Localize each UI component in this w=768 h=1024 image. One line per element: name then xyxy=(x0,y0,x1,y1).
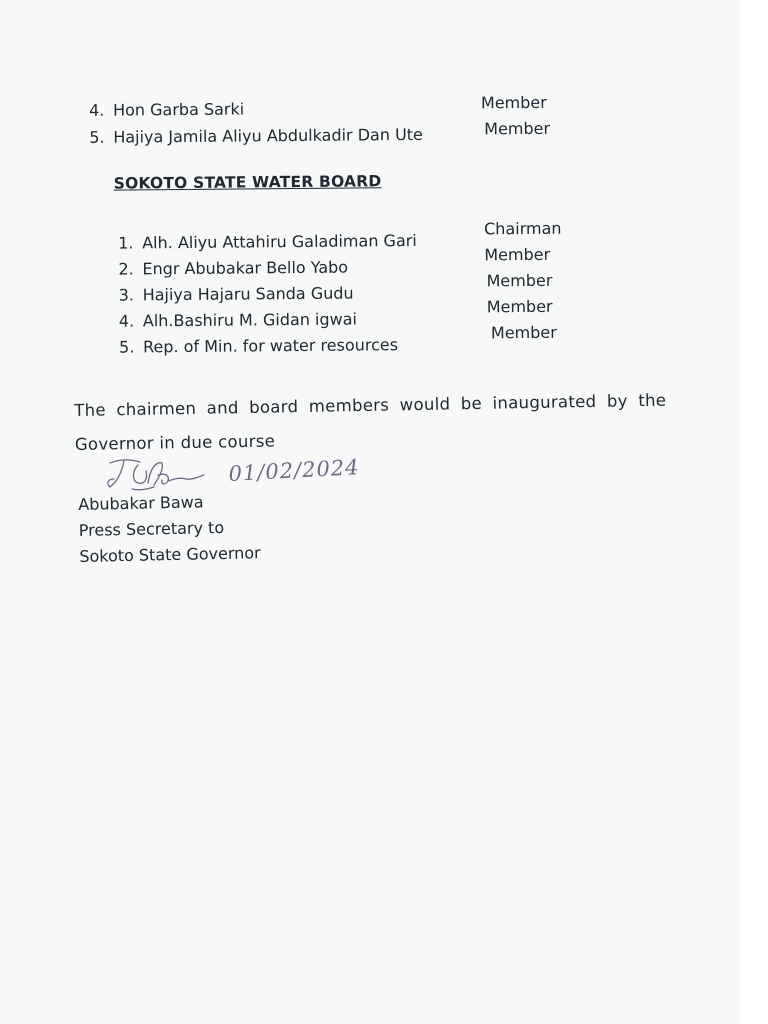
member-name: Hajiya Jamila Aliyu Abdulkadir Dan Ute xyxy=(113,124,423,147)
signatory-title: Press Secretary to xyxy=(78,517,225,540)
member-role: Member xyxy=(484,118,551,139)
member-name: Hon Garba Sarki xyxy=(112,99,245,120)
member-role: Member xyxy=(486,270,553,291)
member-role: Member xyxy=(484,244,551,265)
member-name: Alh. Aliyu Attahiru Galadiman Gari xyxy=(142,230,417,253)
closing-paragraph: The chairmen and board members would be inaugurated by the Governor in due course xyxy=(74,390,667,454)
member-role: Member xyxy=(486,296,553,317)
item-number: 4. xyxy=(88,100,105,120)
signature-date: 01/02/2024 xyxy=(228,455,361,486)
member-role: Member xyxy=(480,92,547,113)
signatory-office: Sokoto State Governor xyxy=(79,543,261,566)
item-number: 5. xyxy=(89,127,105,147)
item-number: 4. xyxy=(118,311,135,331)
member-role: Chairman xyxy=(484,218,562,239)
section-heading: SOKOTO STATE WATER BOARD xyxy=(113,172,382,193)
member-name: Alh.Bashiru M. Gidan igwai xyxy=(142,309,358,331)
member-lists xyxy=(0,0,742,403)
item-number: 1. xyxy=(118,233,134,253)
member-name: Rep. of Min. for water resources xyxy=(143,335,399,357)
signoff-block xyxy=(78,488,261,570)
item-number: 2. xyxy=(118,259,134,279)
member-name: Engr Abubakar Bello Yabo xyxy=(142,257,349,279)
page-edge-margin xyxy=(740,0,768,1024)
item-number: 3. xyxy=(118,285,134,305)
signatory-name: Abubakar Bawa xyxy=(78,492,204,514)
item-number: 5. xyxy=(119,337,135,357)
member-role: Member xyxy=(490,322,557,343)
member-name: Hajiya Hajaru Sanda Gudu xyxy=(142,283,354,305)
